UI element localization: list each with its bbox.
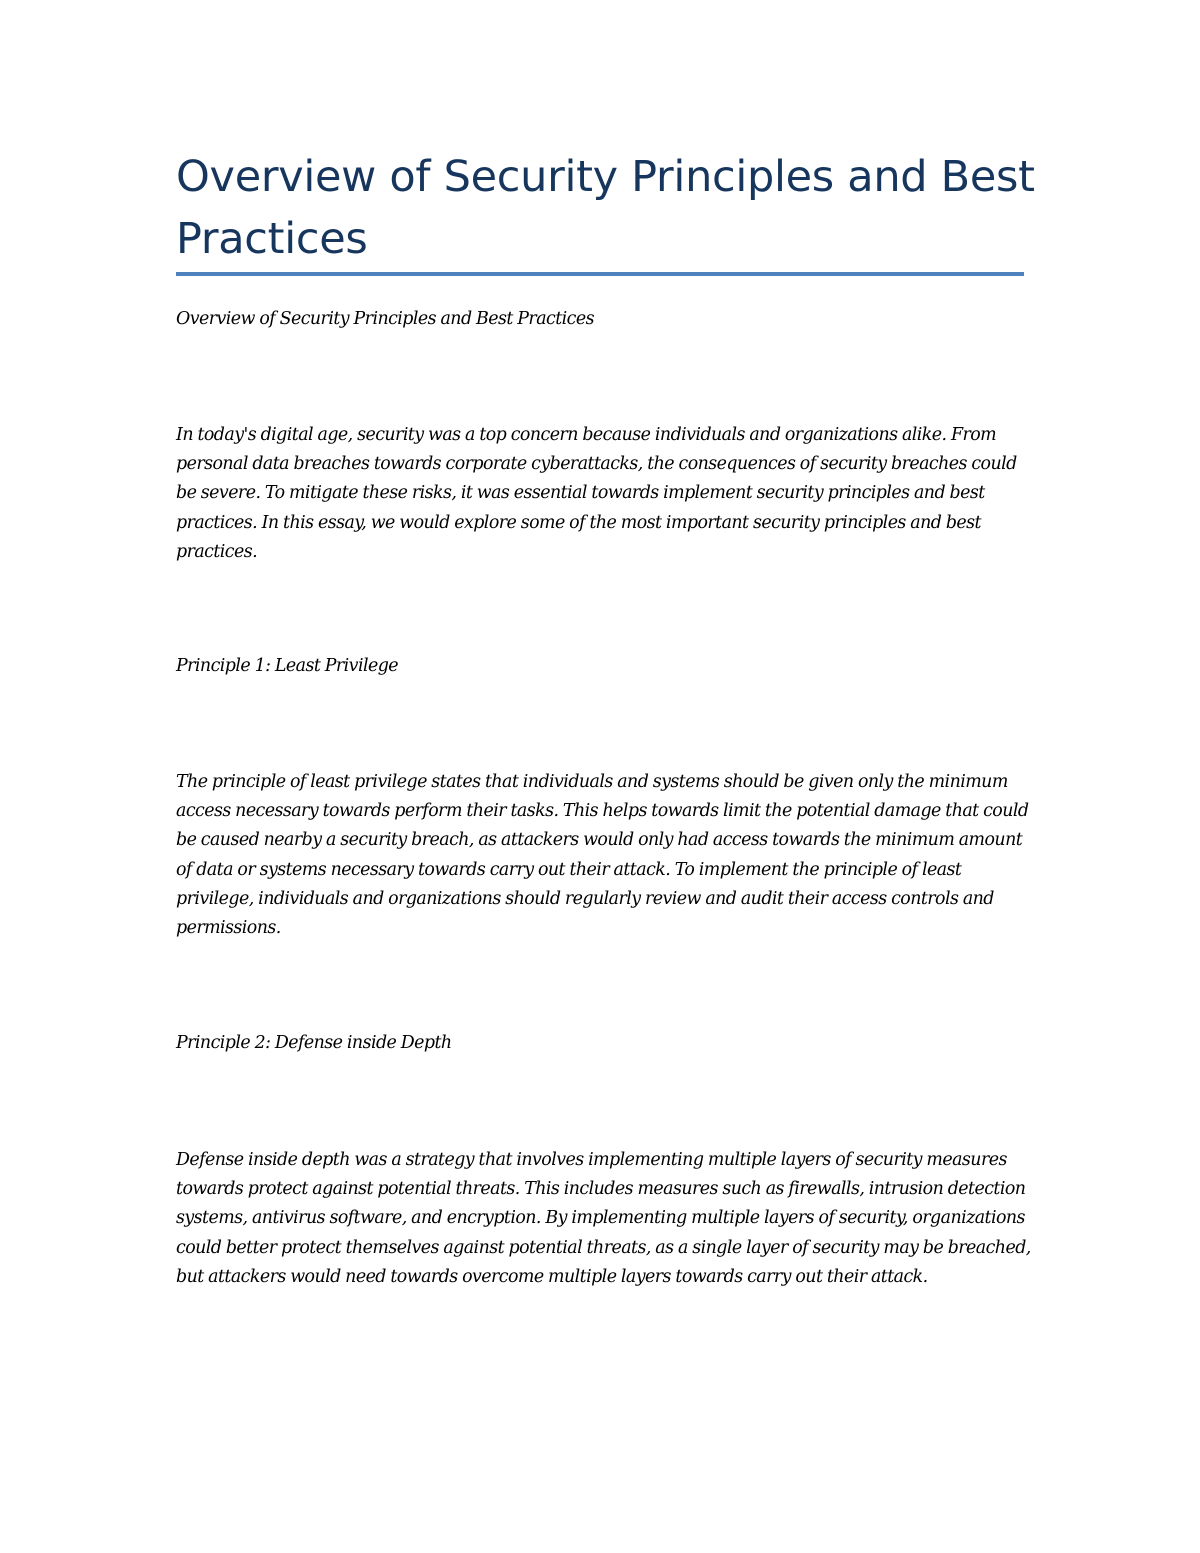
document-subtitle: Overview of Security Principles and Best Practices — [176, 309, 594, 329]
intro-paragraph: In today's digital age, security was a top concern because individuals and organizations alike. From personal data breaches towards corporate cyberattacks, the consequences of security breaches could be severe. To mitigate these risks, it was essential towards implement security principles and best practices. In this essay, we would explore some of the most important security principles and best practices. — [176, 425, 1017, 562]
principle-1-heading: Principle 1: Least Privilege — [176, 656, 399, 676]
principle-2-heading: Principle 2: Defense inside Depth — [176, 1033, 452, 1053]
title-underline-rule — [176, 272, 1024, 276]
document-title: Overview of Security Principles and Best Practices — [176, 152, 1035, 264]
principle-1-body: The principle of least privilege states that individuals and systems should be given only the minimum access necessary towards perform their tasks. This helps towards limit the potential damage that could be caused nearby a security breach, as attackers would only had access towards the minimum amount of data or systems necessary towards carry out their attack. To implement the principle of least privilege, individuals and organizations should regularly review and audit their access controls and permissions. — [176, 772, 1029, 939]
principle-2-body: Defense inside depth was a strategy that involves implementing multiple layers of security measures towards protect against potential threats. This includes measures such as firewalls, intrusion detection systems, antivirus software, and encryption. By implementing multiple layers of security, organizations could better protect themselves against potential threats, as a single layer of security may be breached, but attackers would need towards overcome multiple layers towards carry out their attack. — [176, 1150, 1031, 1287]
